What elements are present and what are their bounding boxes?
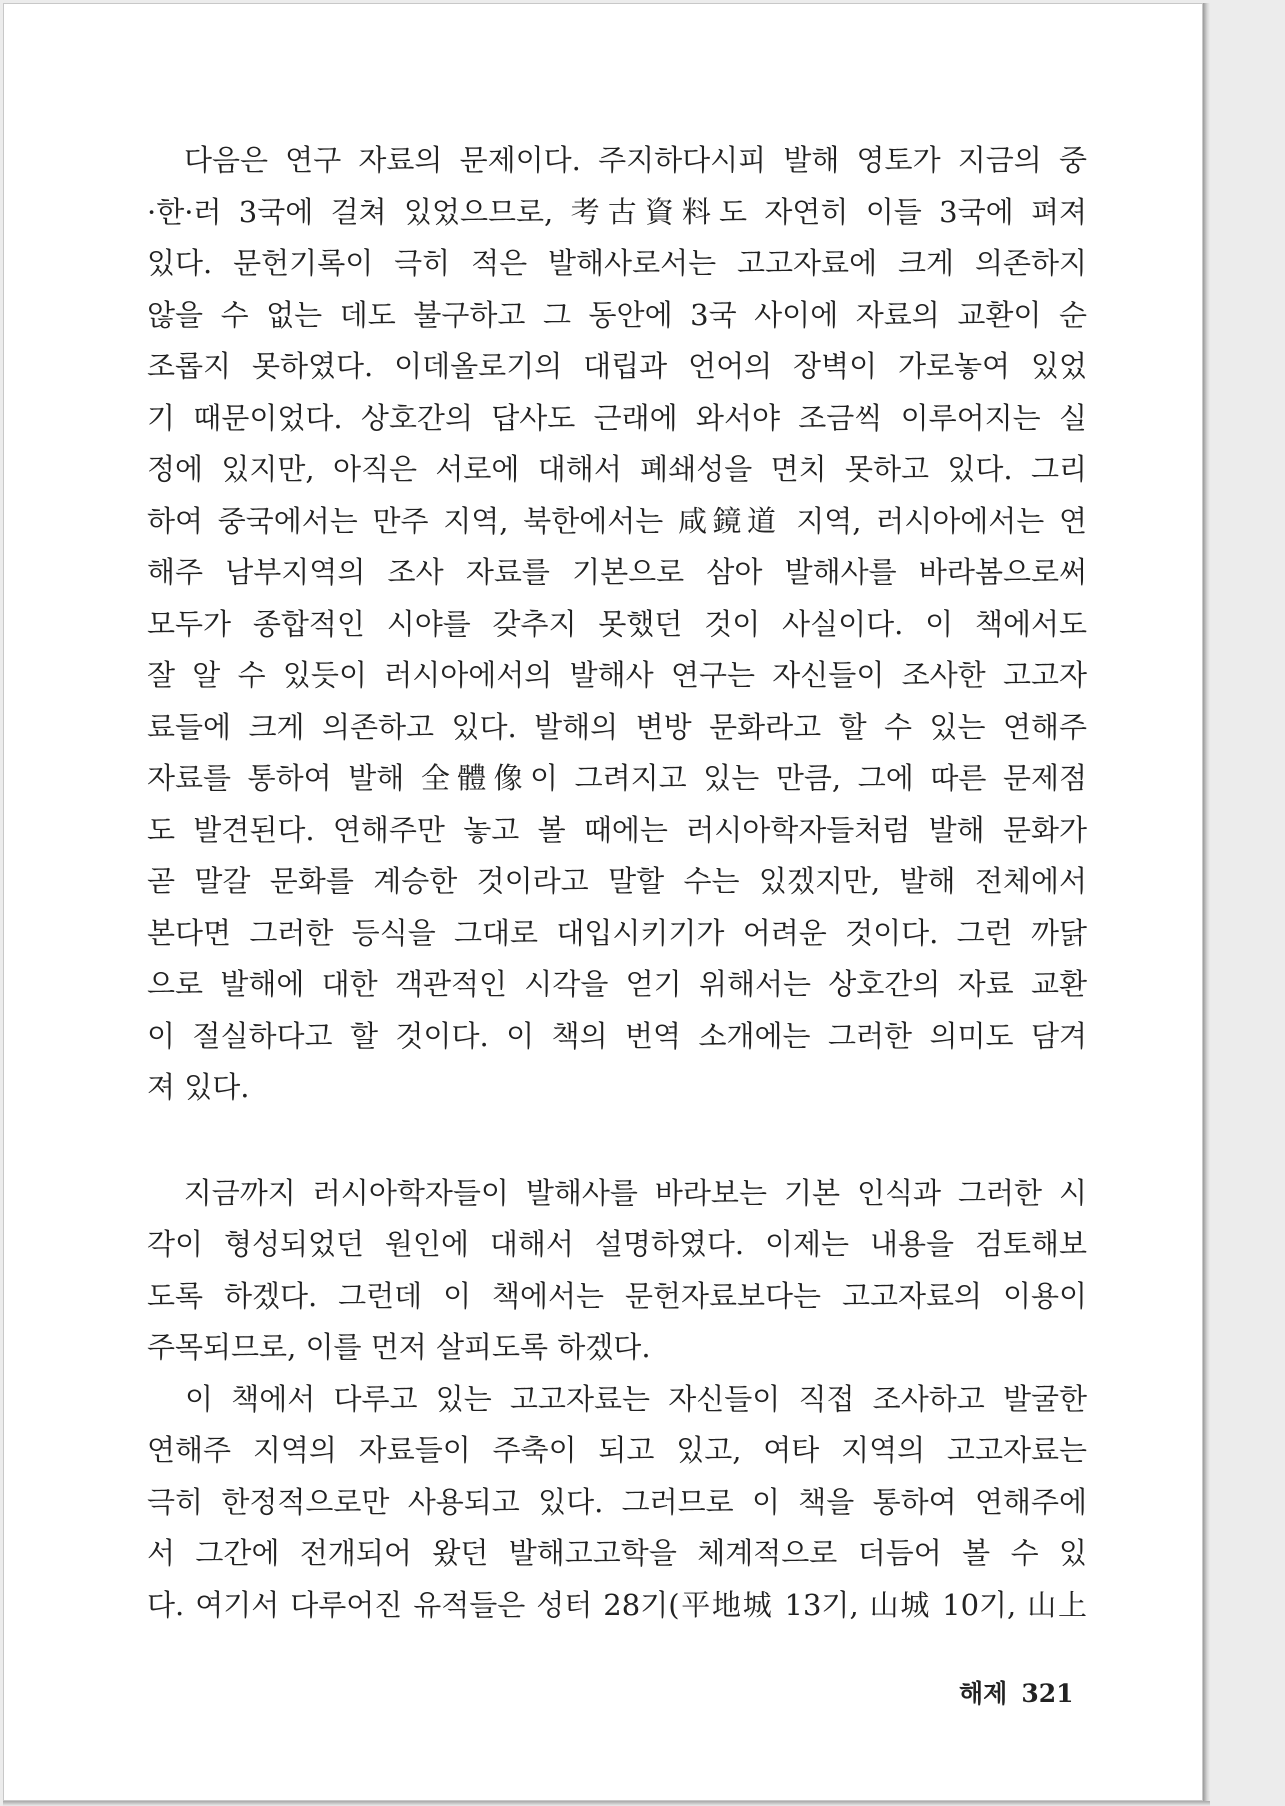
text-line: 다음은 연구 자료의 문제이다. 주지하다시피 발해 영토가 지금의 중 <box>147 143 1087 177</box>
text-line: 이 책에서 다루고 있는 고고자료는 자신들이 직접 조사하고 발굴한 <box>147 1381 1087 1416</box>
text-line: 지금까지 러시아학자들이 발해사를 바라보는 기본 인식과 그러한 시 <box>147 1175 1087 1210</box>
text-line: 이 절실하다고 할 것이다. 이 책의 번역 소개에는 그러한 의미도 담겨 <box>147 1018 1087 1053</box>
text-line: 주목되므로, 이를 먼저 살피도록 하겠다. <box>147 1330 651 1364</box>
text-line: 서 그간에 전개되어 왔던 발해고고학을 체계적으로 더듬어 볼 수 있 <box>147 1536 1087 1570</box>
text-line: 본다면 그러한 등식을 그대로 대입시키기가 어려운 것이다. 그런 까닭 <box>147 915 1087 950</box>
text-line: ·한·러 3국에 걸쳐 있었으므로, 考古資料도 자연히 이들 3국에 펴져 <box>147 194 1087 229</box>
text-line: 도록 하겠다. 그런데 이 책에서는 문헌자료보다는 고고자료의 이용이 <box>147 1278 1087 1313</box>
page-footer <box>959 1674 1074 1710</box>
text-line: 으로 발해에 대한 객관적인 시각을 얻기 위해서는 상호간의 자료 교환 <box>147 967 1087 1001</box>
book-page <box>3 3 1203 1801</box>
paragraph-archaeological-sources <box>147 1374 1087 1632</box>
text-line: 극히 한정적으로만 사용되고 있다. 그러므로 이 책을 통하여 연해주에 <box>147 1484 1087 1519</box>
page-edge-shadow <box>1203 3 1210 1803</box>
text-line: 잘 알 수 있듯이 러시아에서의 발해사 연구는 자신들이 조사한 고고자 <box>147 658 1087 692</box>
text-line: 자료를 통하여 발해 全體像이 그려지고 있는 만큼, 그에 따른 문제점 <box>147 761 1087 795</box>
body-text <box>147 135 1087 1631</box>
paragraph-research-materials <box>147 135 1087 1114</box>
text-line: 연해주 지역의 자료들이 주축이 되고 있고, 여타 지역의 고고자료는 <box>147 1433 1087 1467</box>
text-line: 있다. 문헌기록이 극히 적은 발해사로서는 고고자료에 크게 의존하지 <box>147 246 1087 280</box>
page-number: 321 <box>1021 1679 1074 1708</box>
text-line: 모두가 종합적인 시야를 갖추지 못했던 것이 사실이다. 이 책에서도 <box>147 606 1087 641</box>
text-line: 도 발견된다. 연해주만 놓고 볼 때에는 러시아학자들처럼 발해 문화가 <box>147 812 1087 847</box>
paragraph-overview <box>147 1168 1087 1374</box>
text-line: 각이 형성되었던 원인에 대해서 설명하였다. 이제는 내용을 검토해보 <box>147 1227 1087 1261</box>
paragraph-spacer <box>147 1114 1087 1168</box>
text-line: 하여 중국에서는 만주 지역, 북한에서는 咸鏡道 지역, 러시아에서는 연 <box>147 503 1087 538</box>
text-line: 기 때문이었다. 상호간의 답사도 근래에 와서야 조금씩 이루어지는 실 <box>147 400 1087 435</box>
text-line: 정에 있지만, 아직은 서로에 대해서 폐쇄성을 면치 못하고 있다. 그리 <box>147 452 1087 486</box>
text-line: 않을 수 없는 데도 불구하고 그 동안에 3국 사이에 자료의 교환이 순 <box>147 297 1087 332</box>
page-bottom-shadow <box>3 1801 1210 1806</box>
text-line: 곧 말갈 문화를 계승한 것이라고 말할 수는 있겠지만, 발해 전체에서 <box>147 864 1087 898</box>
text-line: 해주 남부지역의 조사 자료를 기본으로 삼아 발해사를 바라봄으로써 <box>147 555 1087 589</box>
section-title: 해제 <box>959 1679 1008 1708</box>
text-line: 져 있다. <box>147 1070 250 1104</box>
text-line: 다. 여기서 다루어진 유적들은 성터 28기(平地城 13기, 山城 10기, 山上 <box>147 1587 1087 1622</box>
text-line: 조롭지 못하였다. 이데올로기의 대립과 언어의 장벽이 가로놓여 있었 <box>147 349 1087 383</box>
text-line: 료들에 크게 의존하고 있다. 발해의 변방 문화라고 할 수 있는 연해주 <box>147 709 1087 744</box>
